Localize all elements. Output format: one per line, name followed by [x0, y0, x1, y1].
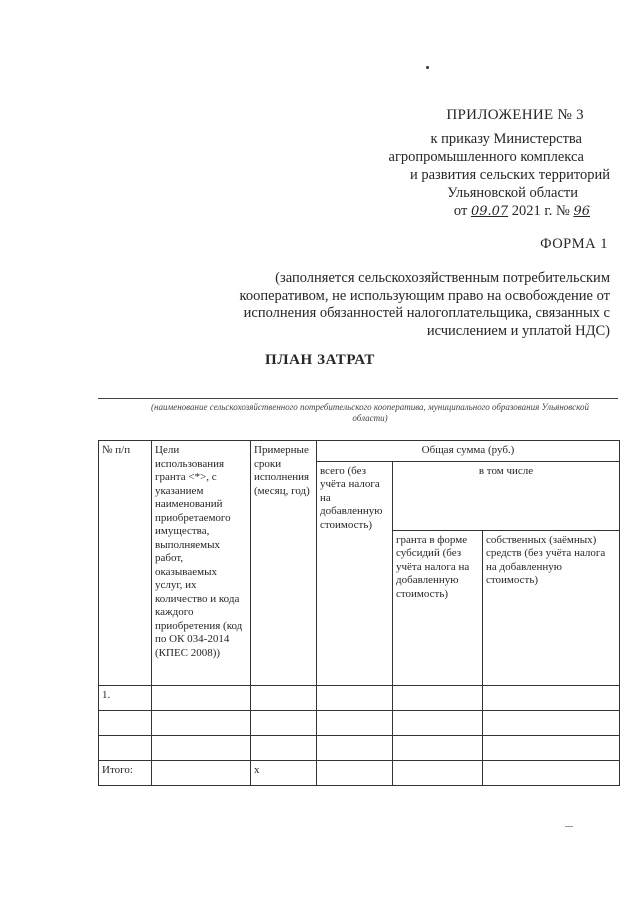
- handwritten-date: 09.07: [470, 204, 509, 219]
- form-label: ФОРМА 1: [540, 236, 608, 252]
- table-cell: [393, 760, 483, 785]
- appendix-line-4: Ульяновской области: [447, 185, 578, 201]
- header-total: Общая сумма (руб.): [317, 441, 620, 462]
- table-cell: [393, 735, 483, 760]
- table-cell: [317, 685, 393, 710]
- table-cell: [251, 735, 317, 760]
- table-cell: [152, 735, 251, 760]
- order-date-line: [454, 202, 590, 221]
- date-mid: 2021 г. №: [511, 203, 570, 219]
- appendix-line-3: и развития сельских территорий: [409, 167, 610, 183]
- header-own-funds: собственных (заёмных) средств (без учёта налога на добавленную стоимость): [483, 530, 620, 685]
- appendix-title: ПРИЛОЖЕНИЕ № 3: [446, 107, 584, 123]
- handwritten-number: 96: [573, 204, 590, 219]
- appendix-line-1: к приказу Министерства: [430, 131, 582, 147]
- header-all: всего (без учёта налога на добавленную стоимость): [317, 461, 393, 685]
- speck-dot: [426, 66, 429, 69]
- table-cell: [152, 685, 251, 710]
- table-row: [99, 685, 620, 710]
- date-prefix: от: [453, 203, 468, 219]
- total-x-mark: x: [251, 760, 317, 785]
- scan-mark: [565, 826, 573, 827]
- table-cell: [483, 685, 620, 710]
- cost-plan-table: [98, 440, 620, 786]
- document-title: ПЛАН ЗАТРАТ: [265, 352, 375, 368]
- header-terms: Примерные сроки исполнения (месяц, год): [251, 441, 317, 686]
- table-cell: [251, 710, 317, 735]
- table-cell: [251, 685, 317, 710]
- table-row: [99, 735, 620, 760]
- header-including: в том числе: [393, 461, 620, 530]
- cooperative-name-line: [98, 398, 618, 399]
- table-cell: [393, 685, 483, 710]
- total-label: Итого:: [99, 760, 152, 785]
- table-cell: [317, 735, 393, 760]
- table-cell: [99, 710, 152, 735]
- table-cell: [483, 760, 620, 785]
- header-num: № п/п: [99, 441, 152, 686]
- header-grant: гранта в форме субсидий (без учёта налога на добавленную стоимость): [393, 530, 483, 685]
- header-goals: Цели использования гранта <*>, с указанием наименований приобретаемого имущества, выполняемых работ, оказываемых услуг, их количество и кода каждого приобретения (код по ОК 034-2014 (КПЕС 2008)): [152, 441, 251, 686]
- table-row: [99, 710, 620, 735]
- cooperative-name-caption: (наименование сельскохозяйственного потребительского кооператива, муниципального образования Ульяновской области): [151, 402, 589, 423]
- table-cell: [317, 760, 393, 785]
- table-cell: [99, 735, 152, 760]
- table-cell: [152, 760, 251, 785]
- appendix-line-2: агропромышленного комплекса: [388, 149, 584, 165]
- fill-note: (заполняется сельскохозяйственным потребительским кооперативом, не использующим право на освобождение от исполнения обязанностей налогоплательщика, связанных с исчислением и уплатой НДС): [239, 270, 610, 339]
- row-number: 1.: [99, 685, 152, 710]
- table-cell: [317, 710, 393, 735]
- table-cell: [393, 710, 483, 735]
- table-cell: [483, 735, 620, 760]
- total-row: [99, 760, 620, 785]
- table-cell: [152, 710, 251, 735]
- table-cell: [483, 710, 620, 735]
